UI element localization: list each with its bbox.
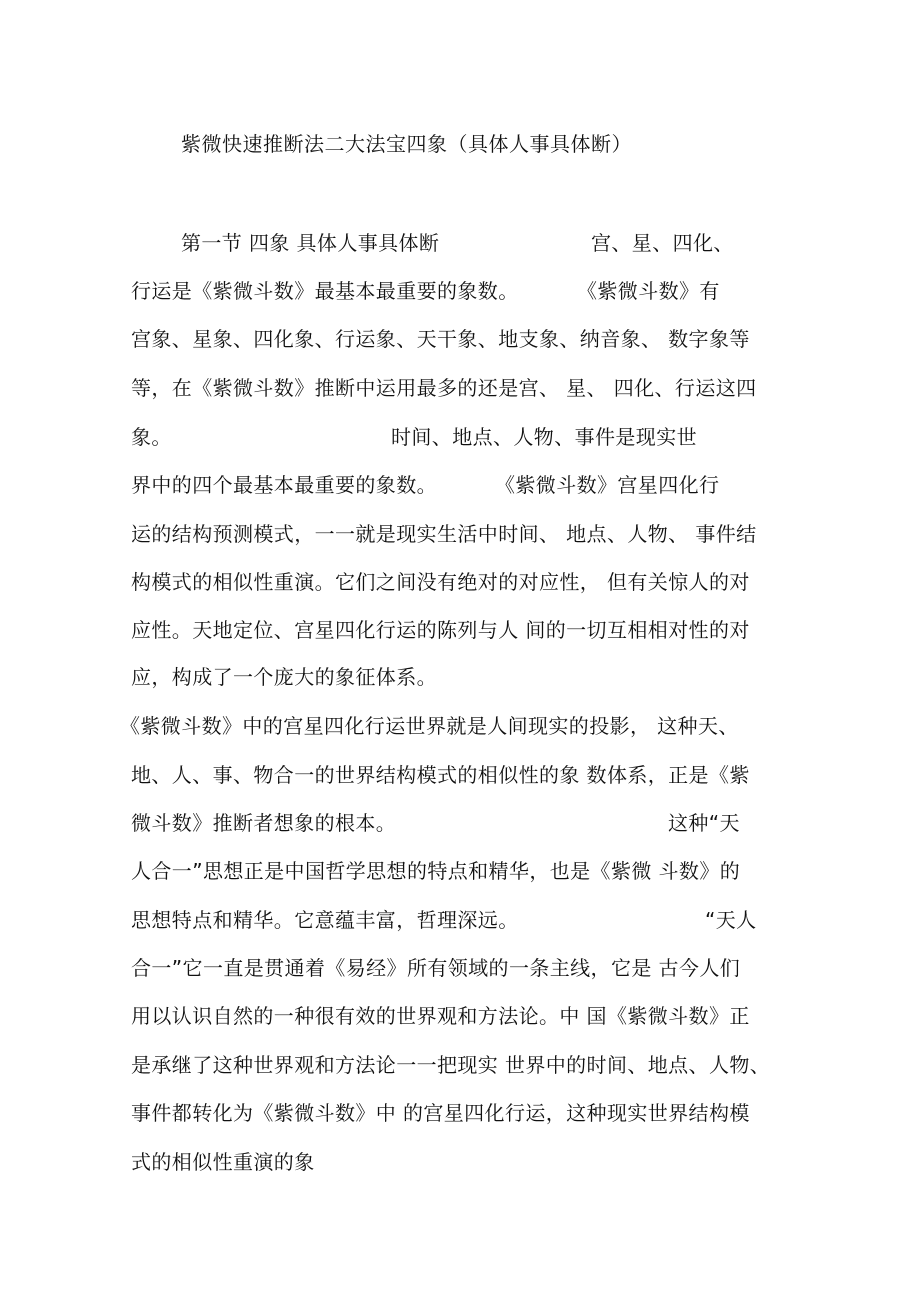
text-line-0-left: 第一节 四象 具体人事具体断: [181, 231, 440, 255]
text-line-14-right: “天人: [705, 908, 757, 932]
text-line-6: 运的结构预测模式，一一就是现实生活中时间、 地点、人物、 事件结: [131, 522, 757, 546]
text-line-18: 事件都转化为《紫微斗数》中 的宫星四化行运，这种现实世界结构模: [131, 1101, 750, 1125]
text-line-10: 《紫微斗数》中的宫星四化行运世界就是人间现实的投影， 这种天、: [120, 714, 739, 738]
text-line-1-left: 行运是《紫微斗数》最基本最重要的象数。: [131, 279, 519, 303]
text-line-12-right: 这种“天: [668, 811, 740, 835]
text-line-9: 应，构成了一个庞大的象征体系。: [131, 665, 437, 689]
text-line-2: 宫象、星象、四化象、行运象、天干象、地支象、纳音象、 数字象等: [131, 327, 750, 351]
text-line-4-right: 时间、地点、人物、事件是现实世: [391, 425, 697, 449]
text-line-5-right: 《紫微斗数》宫星四化行: [495, 473, 720, 497]
text-line-15: 合一”它一直是贯通着《易经》所有领域的一条主线，它是 古今人们: [131, 956, 741, 980]
text-line-3: 等，在《紫微斗数》推断中运用最多的还是宫、 星、 四化、行运这四: [131, 376, 757, 400]
text-line-0-right: 宫、星、四化、: [591, 231, 734, 255]
text-line-16: 用以认识自然的一种很有效的世界观和方法论。中 国《紫微斗数》正: [131, 1004, 750, 1028]
document-title: 紫微快速推断法二大法宝四象（具体人事具体断）: [181, 132, 632, 156]
text-line-13: 人合一”思想正是中国哲学思想的特点和精华，也是《紫微 斗数》的: [131, 859, 741, 883]
text-line-8: 应性。天地定位、宫星四化行运的陈列与人 间的一切互相相对性的对: [131, 618, 750, 642]
text-line-7: 构模式的相似性重演。它们之间没有绝对的对应性， 但有关惊人的对: [131, 570, 750, 594]
text-line-12-left: 微斗数》推断者想象的根本。: [131, 811, 397, 835]
text-line-1-right: 《紫微斗数》有: [577, 279, 720, 303]
text-line-11: 地、人、事、物合一的世界结构模式的相似性的象 数体系，正是《紫: [131, 763, 750, 787]
text-line-14-left: 思想特点和精华。它意蕴丰富，哲理深远。: [131, 908, 519, 932]
text-line-19: 式的相似性重演的象: [131, 1150, 315, 1174]
text-line-4-left: 象。: [131, 425, 172, 449]
text-line-17: 是承继了这种世界观和方法论一一把现实 世界中的时间、地点、人物、: [131, 1053, 771, 1077]
text-line-5-left: 界中的四个最基本最重要的象数。: [131, 473, 437, 497]
